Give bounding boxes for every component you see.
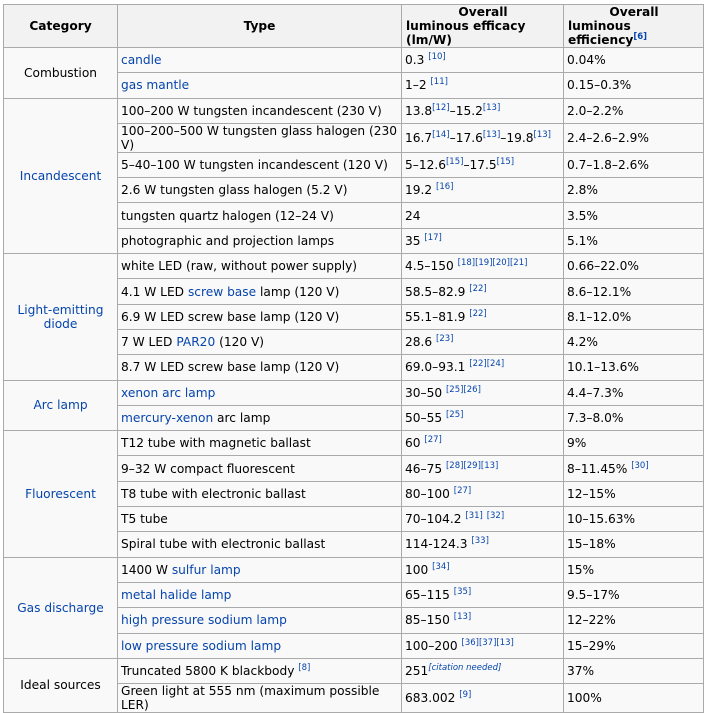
efficacy-cell	[402, 633, 564, 658]
type-cell	[118, 254, 402, 279]
reference-link[interactable]: [15]	[445, 156, 464, 167]
cell-text: 4.1 W LED	[121, 284, 188, 299]
article-link[interactable]: sulfur lamp	[171, 562, 241, 577]
type-cell	[118, 608, 402, 633]
cell-text: 69.0–93.1	[405, 360, 470, 375]
category-label[interactable]: Incandescent	[19, 168, 102, 183]
cell-text: 9.5–17%	[567, 588, 620, 603]
type-cell	[118, 481, 402, 506]
reference-link[interactable]: [20]	[492, 258, 510, 269]
cell-text: 30–50	[405, 385, 446, 400]
article-link[interactable]: candle	[121, 53, 162, 68]
efficacy-cell	[402, 684, 564, 713]
cell-text: lamp (120 V)	[256, 284, 340, 299]
header-efficacy-line1: Overall	[458, 5, 508, 19]
header-efficiency[interactable]	[564, 5, 704, 48]
cell-text: 7 W LED	[121, 335, 177, 350]
cell-text: –19.8	[500, 130, 534, 145]
reference-link[interactable]: [13]	[496, 637, 514, 648]
efficiency-cell	[564, 557, 704, 582]
cell-text: 5.1%	[567, 233, 598, 248]
efficiency-cell	[564, 73, 704, 98]
cell-text: 37%	[567, 663, 595, 678]
cell-text: 24	[405, 208, 421, 223]
cell-text: 55.1–81.9	[405, 309, 470, 324]
cell-text: 70–104.2	[405, 512, 466, 527]
reference-link[interactable]: [23]	[436, 334, 454, 345]
efficiency-cell	[564, 507, 704, 532]
category-cell	[4, 254, 118, 380]
efficacy-cell	[402, 532, 564, 557]
cell-text: 9–32 W compact fluorescent	[121, 461, 295, 476]
efficiency-cell	[564, 405, 704, 430]
cell-text: 1–2	[405, 78, 431, 93]
efficacy-cell	[402, 582, 564, 607]
table-row	[4, 658, 704, 683]
efficacy-cell	[402, 152, 564, 177]
efficiency-cell	[564, 532, 704, 557]
reference-link[interactable]: [13]	[482, 129, 501, 140]
category-cell	[4, 557, 118, 658]
efficacy-cell	[402, 123, 564, 152]
cell-text: Truncated 5800 K blackbody	[121, 663, 299, 678]
cell-text: 28.6	[405, 335, 437, 350]
article-link[interactable]: PAR20	[176, 335, 216, 350]
category-cell	[4, 431, 118, 557]
cell-text: 0.15–0.3%	[567, 78, 632, 93]
cell-text: 100%	[567, 691, 602, 706]
reference-link[interactable]: [22]	[469, 359, 487, 370]
cell-text: 12–15%	[567, 486, 616, 501]
cell-text: tungsten quartz halogen (12–24 V)	[121, 208, 334, 223]
header-efficiency-line1: Overall	[609, 5, 659, 19]
reference-link[interactable]: [35]	[453, 587, 472, 598]
cell-text: 10.1–13.6%	[567, 360, 639, 375]
cell-text: –17.5	[463, 158, 497, 173]
efficiency-cell	[564, 633, 704, 658]
table-row	[4, 98, 704, 123]
efficiency-cell	[564, 279, 704, 304]
efficacy-cell	[402, 405, 564, 430]
cell-text: 8.6–12.1%	[567, 284, 632, 299]
type-cell	[118, 355, 402, 380]
cell-text: 8.1–12.0%	[567, 309, 632, 324]
efficiency-cell	[564, 481, 704, 506]
cell-text: 65–115	[405, 588, 454, 603]
cell-text: 7.3–8.0%	[567, 411, 624, 425]
cell-text: 1400 W	[121, 562, 172, 577]
table-row	[4, 557, 704, 582]
cell-text: 50–55	[405, 411, 446, 425]
cell-text: 85–150	[405, 613, 454, 628]
reference-link[interactable]: [31]	[465, 511, 483, 522]
type-cell	[118, 279, 402, 304]
efficiency-cell	[564, 380, 704, 405]
cell-text: 2.6 W tungsten glass halogen (5.2 V)	[121, 183, 348, 198]
efficacy-cell	[402, 228, 564, 253]
type-cell	[118, 405, 402, 430]
reference-link[interactable]: [25]	[445, 384, 464, 395]
cell-text: 0.7–1.8–2.6%	[567, 158, 649, 173]
category-label[interactable]: Fluorescent	[25, 486, 96, 501]
header-row	[4, 5, 704, 48]
cell-text: 251	[405, 663, 429, 678]
category-cell	[4, 48, 118, 99]
cell-text: T12 tube with magnetic ballast	[121, 436, 311, 451]
header-type[interactable]: Type	[118, 5, 402, 48]
cell-text: 9%	[567, 436, 587, 451]
cell-text: 683.002	[405, 691, 460, 706]
cell-text: 0.04%	[567, 53, 606, 68]
reference-link[interactable]: [22]	[469, 283, 487, 294]
efficacy-cell	[402, 203, 564, 228]
efficiency-cell	[564, 456, 704, 481]
article-link[interactable]: low pressure sodium lamp	[121, 638, 282, 653]
cell-text: 4.2%	[567, 335, 598, 350]
cell-text: 100–200–500 W tungsten glass halogen (230 V)	[121, 123, 398, 152]
cell-text: 15–18%	[567, 537, 616, 552]
type-cell	[118, 582, 402, 607]
efficiency-cell	[564, 304, 704, 329]
type-cell	[118, 431, 402, 456]
reference-link[interactable]: [22]	[469, 308, 487, 319]
type-cell	[118, 98, 402, 123]
category-label[interactable]: Gas discharge	[17, 600, 104, 615]
efficacy-cell	[402, 329, 564, 354]
table-row	[4, 431, 704, 456]
reference-link[interactable]: [18]	[457, 258, 476, 269]
cell-text: 3.5%	[567, 208, 598, 223]
efficacy-cell	[402, 254, 564, 279]
reference-link[interactable]: [36]	[461, 637, 479, 648]
table-row	[4, 48, 704, 73]
efficiency-cell	[564, 658, 704, 683]
reference-link[interactable]: [33]	[471, 536, 489, 547]
table-row	[4, 380, 704, 405]
type-cell	[118, 380, 402, 405]
type-cell	[118, 203, 402, 228]
cell-text: photographic and projection lamps	[121, 233, 335, 248]
type-cell	[118, 73, 402, 98]
efficacy-cell	[402, 658, 564, 683]
reference-link[interactable]: [25]	[445, 409, 464, 420]
table-body	[4, 48, 704, 713]
cell-text: 114-124.3	[405, 537, 472, 552]
reference-link[interactable]: [30]	[631, 460, 649, 471]
cell-text: 16.7	[405, 130, 433, 145]
reference-link[interactable]: [12]	[432, 102, 450, 113]
reference-link[interactable]: [19]	[475, 258, 493, 269]
reference-link[interactable]: [28]	[445, 460, 464, 471]
efficacy-cell	[402, 73, 564, 98]
reference-link[interactable]: [8]	[298, 662, 311, 673]
efficacy-cell	[402, 557, 564, 582]
reference-link[interactable]: [16]	[436, 182, 454, 193]
reference-link[interactable]: [10]	[428, 52, 446, 63]
type-cell	[118, 633, 402, 658]
efficacy-cell	[402, 507, 564, 532]
category-cell	[4, 658, 118, 712]
efficiency-cell	[564, 684, 704, 713]
efficacy-cell	[402, 178, 564, 203]
reference-link[interactable]: [14]	[432, 129, 450, 140]
type-cell	[118, 658, 402, 683]
header-efficacy-line2: luminous efficacy (lm/W)	[406, 19, 526, 47]
cell-text: 6.9 W LED screw base lamp (120 V)	[121, 309, 340, 324]
cell-text: white LED (raw, without power supply)	[121, 259, 358, 274]
cell-text: 100–200	[405, 638, 462, 653]
cell-text: 2.0–2.2%	[567, 103, 624, 118]
type-cell	[118, 48, 402, 73]
reference-link[interactable]: [21]	[509, 258, 528, 269]
cell-text: 0.3	[405, 53, 429, 68]
article-link[interactable]: gas mantle	[121, 78, 190, 93]
reference-link[interactable]: [34]	[432, 561, 450, 572]
type-cell	[118, 152, 402, 177]
efficiency-cell	[564, 178, 704, 203]
reference-link[interactable]: [15]	[496, 156, 515, 167]
cell-text: 15–29%	[567, 638, 616, 653]
reference-link[interactable]: [24]	[486, 359, 505, 370]
reference-link[interactable]: [13]	[453, 612, 472, 623]
cell-text: 8.7 W LED screw base lamp (120 V)	[121, 360, 340, 375]
cell-text: 46–75	[405, 461, 446, 476]
cell-text: 13.8	[405, 103, 433, 118]
category-cell	[4, 98, 118, 253]
reference-link[interactable]: [13]	[480, 460, 499, 471]
type-cell	[118, 329, 402, 354]
cell-text: Green light at 555 nm (maximum possible LER)	[121, 684, 380, 713]
reference-link[interactable]: [29]	[463, 460, 481, 471]
efficacy-cell	[402, 380, 564, 405]
header-efficiency-line2: luminous efficiency	[568, 19, 634, 47]
category-label: Combustion	[24, 65, 97, 80]
efficiency-cell	[564, 608, 704, 633]
efficacy-cell	[402, 608, 564, 633]
table-row	[4, 254, 704, 279]
type-cell	[118, 228, 402, 253]
efficiency-cell	[564, 431, 704, 456]
type-cell	[118, 178, 402, 203]
cell-text: –15.2	[449, 103, 483, 118]
cell-text: 4.4–7.3%	[567, 385, 624, 400]
article-link[interactable]: xenon arc lamp	[121, 385, 216, 400]
efficacy-cell	[402, 279, 564, 304]
cell-text: 5–40–100 W tungsten incandescent (120 V)	[121, 158, 388, 173]
reference-link[interactable]: [9]	[459, 690, 472, 701]
category-cell	[4, 380, 118, 431]
cell-text: 15%	[567, 562, 595, 577]
cell-text: 4.5–150	[405, 259, 458, 274]
efficiency-cell	[564, 228, 704, 253]
efficiency-cell	[564, 48, 704, 73]
type-cell	[118, 304, 402, 329]
efficacy-cell	[402, 481, 564, 506]
header-efficiency-ref[interactable]: [6]	[633, 31, 648, 42]
efficacy-cell	[402, 456, 564, 481]
reference-link[interactable]: [32]	[486, 511, 505, 522]
article-link[interactable]: mercury-xenon	[121, 411, 214, 425]
cell-text: 5–12.6	[405, 158, 446, 173]
reference-link[interactable]: [26]	[463, 384, 481, 395]
cell-text: 60	[405, 436, 425, 451]
cell-text: T8 tube with electronic ballast	[121, 486, 306, 501]
cell-text: 100–200 W tungsten incandescent (230 V)	[121, 103, 382, 118]
efficacy-cell	[402, 431, 564, 456]
article-link[interactable]: metal halide lamp	[121, 588, 232, 603]
luminous-efficacy-table	[3, 4, 704, 713]
article-link[interactable]: high pressure sodium lamp	[121, 613, 287, 628]
efficiency-cell	[564, 152, 704, 177]
reference-link[interactable]: [11]	[430, 77, 448, 88]
header-efficacy[interactable]	[402, 5, 564, 48]
efficiency-cell	[564, 582, 704, 607]
type-cell	[118, 557, 402, 582]
type-cell	[118, 123, 402, 152]
cell-text: arc lamp	[213, 411, 271, 425]
efficiency-cell	[564, 355, 704, 380]
header-category[interactable]: Category	[4, 5, 118, 48]
category-label[interactable]: Light-emitting diode	[17, 302, 104, 331]
efficiency-cell	[564, 254, 704, 279]
efficiency-cell	[564, 123, 704, 152]
reference-link[interactable]: [37]	[478, 637, 497, 648]
cell-text: 12–22%	[567, 613, 616, 628]
cell-text: 0.66–22.0%	[567, 259, 639, 274]
type-cell	[118, 507, 402, 532]
cell-text: 58.5–82.9	[405, 284, 470, 299]
efficiency-cell	[564, 329, 704, 354]
type-cell	[118, 532, 402, 557]
efficacy-cell	[402, 98, 564, 123]
cell-text: 8–11.45%	[567, 461, 632, 476]
reference-link[interactable]: [13]	[533, 129, 551, 140]
cell-text: 100	[405, 562, 433, 577]
efficacy-cell	[402, 355, 564, 380]
efficacy-cell	[402, 304, 564, 329]
reference-link[interactable]: [17]	[424, 232, 442, 243]
type-cell	[118, 456, 402, 481]
cell-text: 10–15.63%	[567, 512, 636, 527]
cell-text: 35	[405, 233, 425, 248]
article-link[interactable]: screw base	[187, 284, 257, 299]
cell-text: –17.6	[449, 130, 483, 145]
reference-link[interactable]: [citation needed]	[428, 662, 502, 673]
efficiency-cell	[564, 203, 704, 228]
cell-text: Spiral tube with electronic ballast	[121, 537, 326, 552]
efficacy-cell	[402, 48, 564, 73]
reference-link[interactable]: [27]	[424, 435, 442, 446]
reference-link[interactable]: [27]	[453, 485, 472, 496]
cell-text: 19.2	[405, 183, 437, 198]
category-label: Ideal sources	[20, 678, 101, 693]
cell-text: (120 V)	[215, 335, 265, 350]
cell-text: 80–100	[405, 486, 454, 501]
category-label[interactable]: Arc lamp	[33, 398, 88, 413]
type-cell	[118, 684, 402, 713]
cell-text: T5 tube	[121, 512, 168, 527]
cell-text: 2.8%	[567, 183, 598, 198]
reference-link[interactable]: [13]	[482, 102, 501, 113]
cell-text: 2.4–2.6–2.9%	[567, 130, 649, 145]
efficiency-cell	[564, 98, 704, 123]
